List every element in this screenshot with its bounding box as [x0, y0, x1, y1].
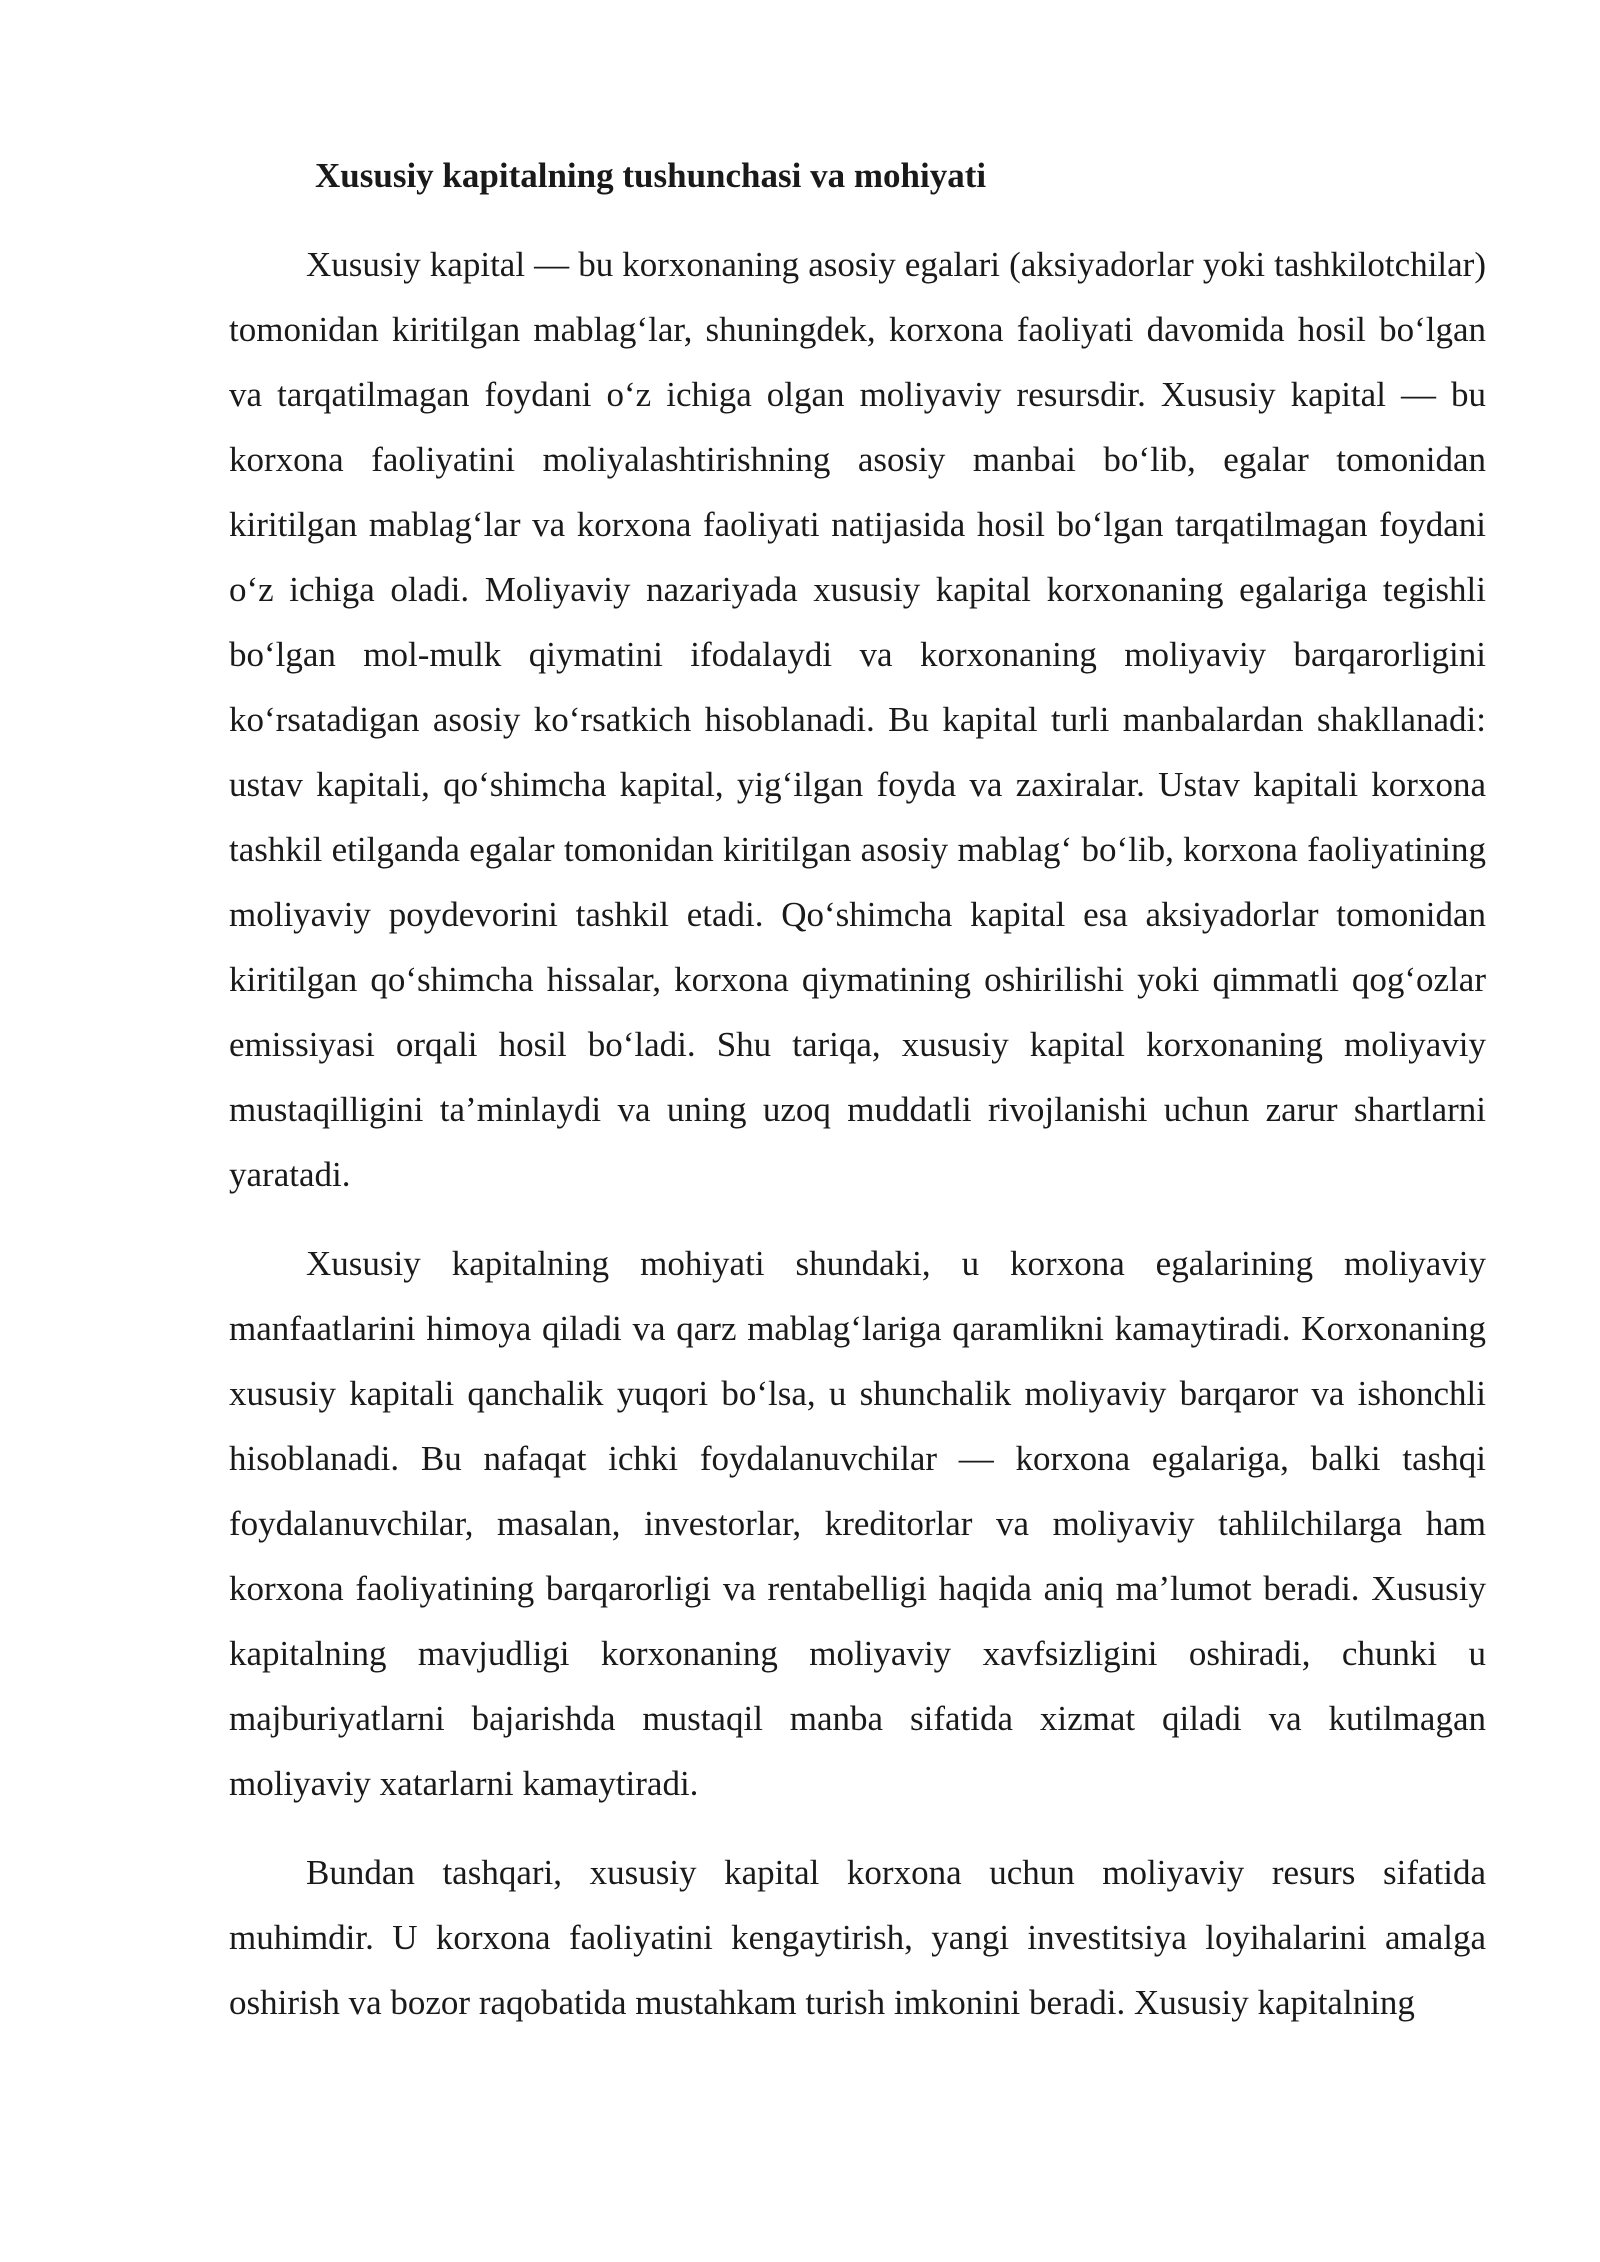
paragraph-3: Bundan tashqari, xususiy kapital korxona uchun moliyaviy resurs sifatida muhimdir. U korxona faoliyatini kengaytirish, yangi investitsiya loyihalarini amalga oshirish va bozor raqobatida mustahkam turish imkonini beradi. Xususiy kapitalning [229, 1853, 1486, 2022]
document-title: Xususiy kapitalning tushunchasi va mohiyati [315, 156, 987, 195]
document-body [229, 150, 1486, 2035]
paragraph-1: Xususiy kapital — bu korxonaning asosiy egalari (aksiyadorlar yoki tashkilotchilar) tomonidan kiritilgan mablag‘lar, shuningdek, korxona faoliyati davomida hosil bo‘lgan va tarqatilmagan foydani o‘z ichiga olgan moliyaviy resursdir. Xususiy kapital — bu korxona faoliyatini moliyalashtirishning asosiy manbai bo‘lib, egalar tomonidan kiritilgan mablag‘lar va korxona faoliyati natijasida hosil bo‘lgan tarqatilmagan foydani o‘z ichiga oladi. Moliyaviy nazariyada xususiy kapital korxonaning egalariga tegishli bo‘lgan mol-mulk qiymatini ifodalaydi va korxonaning moliyaviy barqarorligini ko‘rsatadigan asosiy ko‘rsatkich hisoblanadi. Bu kapital turli manbalardan shakllanadi: ustav kapitali, qo‘shimcha kapital, yig‘ilgan foyda va zaxiralar. Ustav kapitali korxona tashkil etilganda egalar tomonidan kiritilgan asosiy mablag‘ bo‘lib, korxona faoliyatining moliyaviy poydevorini tashkil etadi. Qo‘shimcha kapital esa aksiyadorlar tomonidan kiritilgan qo‘shimcha hissalar, korxona qiymatining oshirilishi yoki qimmatli qog‘ozlar emissiyasi orqali hosil bo‘ladi. Shu tariqa, xususiy kapital korxonaning moliyaviy mustaqilligini ta’minlaydi va uning uzoq muddatli rivojlanishi uchun zarur shartlarni yaratadi. [229, 245, 1486, 1194]
paragraph-2: Xususiy kapitalning mohiyati shundaki, u korxona egalarining moliyaviy manfaatlarini himoya qiladi va qarz mablag‘lariga qaramlikni kamaytiradi. Korxonaning xususiy kapitali qanchalik yuqori bo‘lsa, u shunchalik moliyaviy barqaror va ishonchli hisoblanadi. Bu nafaqat ichki foydalanuvchilar — korxona egalariga, balki tashqi foydalanuvchilar, masalan, investorlar, kreditorlar va moliyaviy tahlilchilarga ham korxona faoliyatining barqarorligi va rentabelligi haqida aniq ma’lumot beradi. Xususiy kapitalning mavjudligi korxonaning moliyaviy xavfsizligini oshiradi, chunki u majburiyatlarni bajarishda mustaqil manba sifatida xizmat qiladi va kutilmagan moliyaviy xatarlarni kamaytiradi. [229, 1244, 1486, 1803]
